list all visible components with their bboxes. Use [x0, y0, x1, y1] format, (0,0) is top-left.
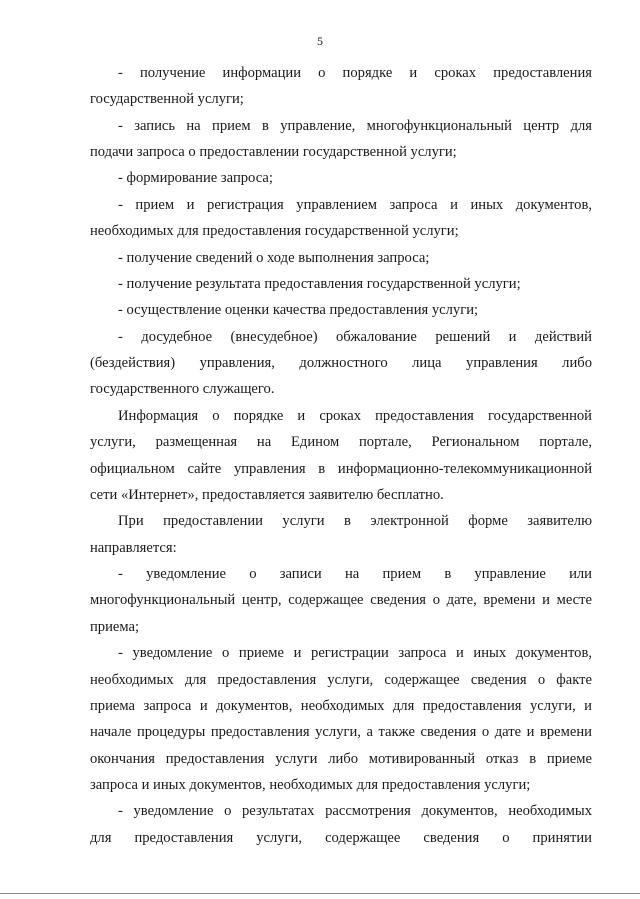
text-line: официальном сайте управления в информационно-телекоммуникационной [90, 461, 592, 477]
text-line: направляется: [90, 540, 177, 556]
text-line: - получение результата предоставления государственной услуги; [118, 276, 521, 292]
text-line: государственного служащего. [90, 381, 275, 397]
text-line: начале процедуры предоставления услуги, а также сведения о дате и времени [90, 724, 592, 740]
text-line: Информация о порядке и сроках предоставления государственной [118, 408, 592, 424]
text-line: - осуществление оценки качества предоставления услуги; [118, 302, 479, 318]
text-line: - формирование запроса; [118, 170, 273, 186]
text-line: - запись на прием в управление, многофункциональный центр для [118, 118, 592, 134]
text-line: для предоставления услуги, содержащее сведения о принятии [90, 830, 592, 846]
scan-edge-line [0, 893, 640, 894]
text-line: - получение сведений о ходе выполнения запроса; [118, 250, 430, 266]
text-line: окончания предоставления услуги либо мотивированный отказ в приеме [90, 751, 592, 767]
text-line: сети «Интернет», предоставляется заявителю бесплатно. [90, 487, 444, 503]
text-line: - досудебное (внесудебное) обжалование решений и действий [118, 329, 592, 345]
text-line: государственной услуги; [90, 91, 244, 107]
text-line: - прием и регистрация управлением запроса и иных документов, [118, 197, 592, 213]
text-line: многофункциональный центр, содержащее сведения о дате, времени и месте [90, 592, 592, 608]
text-line: приема запроса и документов, необходимых для предоставления услуги, и [90, 698, 592, 714]
text-line: При предоставлении услуги в электронной форме заявителю [118, 513, 592, 529]
text-line: (бездействия) управления, должностного лица управления либо [90, 355, 592, 371]
text-line: услуги, размещенная на Едином портале, Региональном портале, [90, 434, 592, 450]
text-line: подачи запроса о предоставлении государственной услуги; [90, 144, 457, 160]
text-line: - получение информации о порядке и сроках предоставления [118, 65, 592, 81]
text-line: запроса и иных документов, необходимых для предоставления услуги; [90, 777, 531, 793]
text-line: необходимых для предоставления услуги, содержащее сведения о факте [90, 672, 592, 688]
page-number: 5 [317, 34, 323, 48]
text-line: - уведомление о приеме и регистрации запроса и иных документов, [118, 645, 592, 661]
text-line: приема; [90, 619, 140, 635]
text-line: - уведомление о результатах рассмотрения документов, необходимых [118, 803, 592, 819]
text-line: - уведомление о записи на прием в управление или [118, 566, 592, 582]
text-line: необходимых для предоставления государственной услуги; [90, 223, 459, 239]
